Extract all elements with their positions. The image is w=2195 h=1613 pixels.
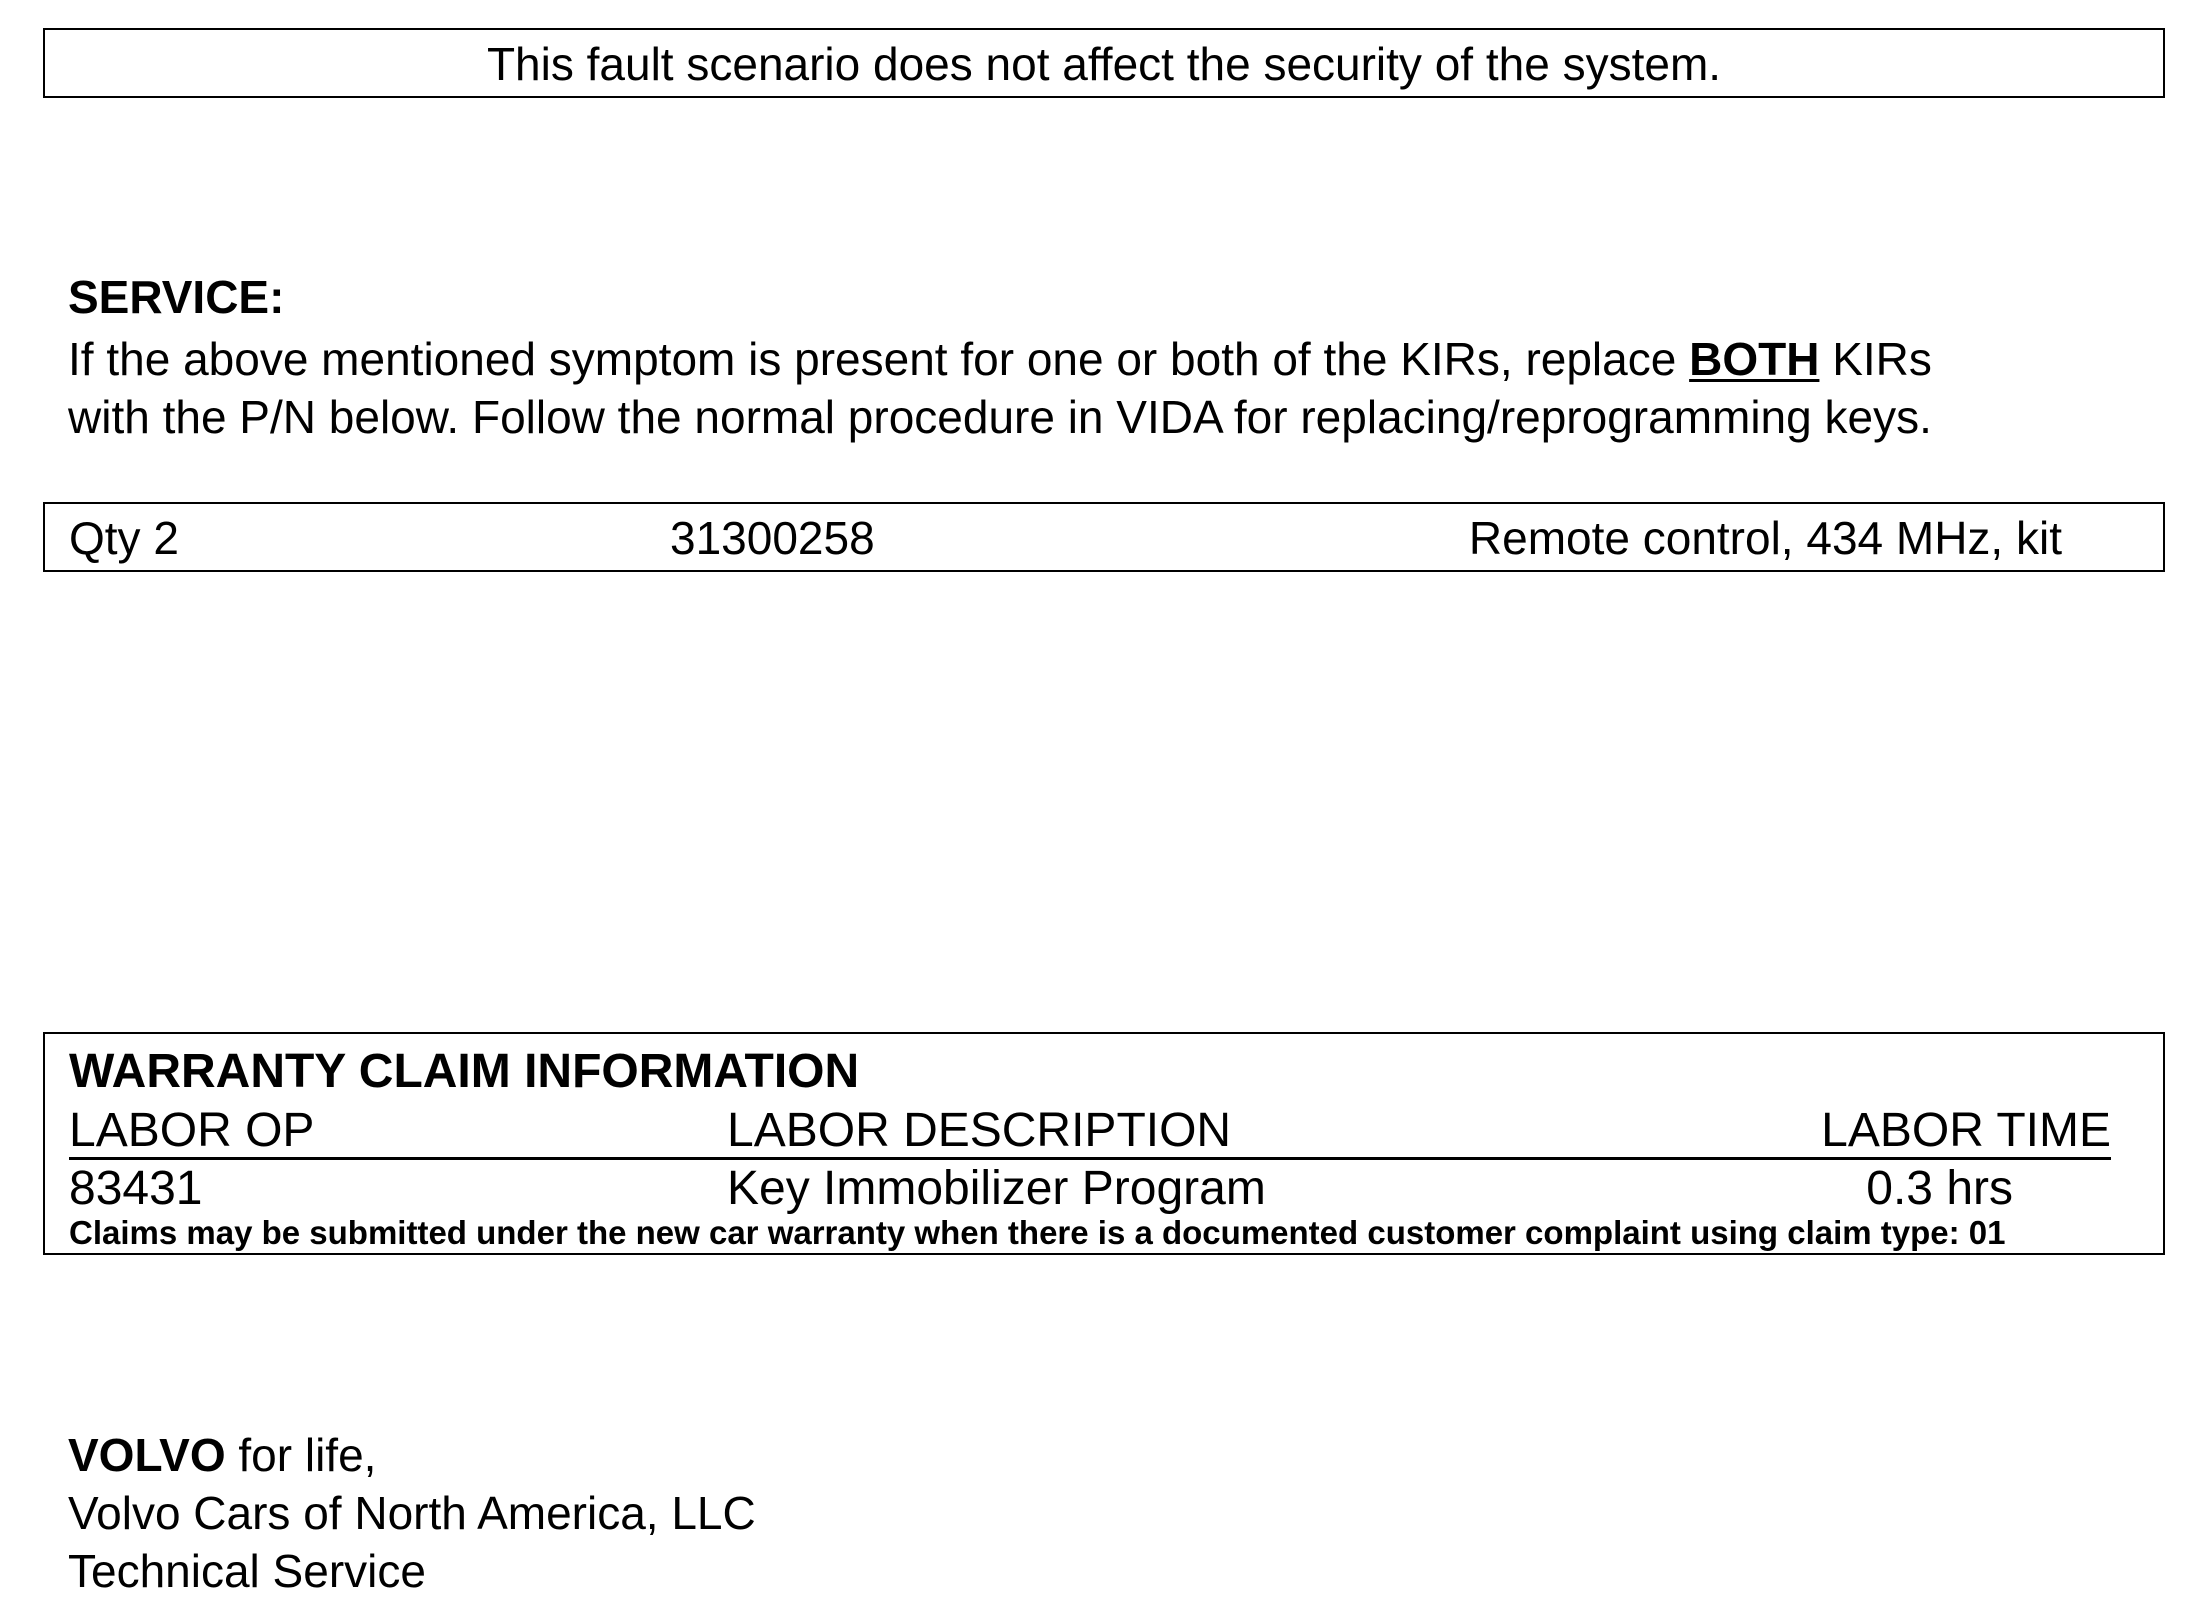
- header-labor-op: LABOR OP: [69, 1104, 315, 1157]
- service-line-1-end: KIRs: [1819, 333, 1932, 385]
- tagline-rest: for life,: [225, 1429, 377, 1481]
- warranty-claim-box: [43, 1032, 2165, 1255]
- service-line-2: with the P/N below. Follow the normal procedure in VIDA for replacing/reprogramming keys.: [68, 391, 1932, 443]
- labor-table-row: [69, 1162, 2111, 1218]
- signoff-tagline: [68, 1426, 756, 1484]
- parts-quantity: Qty 2: [69, 512, 179, 564]
- parts-description: Remote control, 434 MHz, kit: [1468, 512, 2062, 564]
- service-emphasis-both: BOTH: [1689, 333, 1820, 385]
- claims-note: Claims may be submitted under the new car warranty when there is a documented customer complaint using claim type: 01: [69, 1214, 2006, 1251]
- signoff-block: [68, 1426, 756, 1600]
- brand-name: VOLVO: [68, 1429, 226, 1481]
- header-labor-time: LABOR TIME: [1821, 1104, 2111, 1157]
- row-labor-description: Key Immobilizer Program: [727, 1162, 1266, 1215]
- company-name: Volvo Cars of North America, LLC: [68, 1487, 756, 1539]
- service-line-1: [68, 330, 1932, 388]
- parts-part-number: 31300258: [670, 512, 875, 564]
- header-labor-description: LABOR DESCRIPTION: [727, 1104, 1232, 1157]
- service-line-1-start: If the above mentioned symptom is present for one or both of the KIRs, replace: [68, 333, 1690, 385]
- department-name: Technical Service: [68, 1545, 426, 1597]
- row-labor-time: 0.3 hrs: [1866, 1162, 2013, 1215]
- service-instructions: [68, 330, 1932, 446]
- row-labor-op: 83431: [69, 1162, 203, 1215]
- security-notice-text: This fault scenario does not affect the security of the system.: [486, 38, 1722, 90]
- service-heading: SERVICE:: [68, 271, 285, 323]
- warranty-title: WARRANTY CLAIM INFORMATION: [69, 1045, 860, 1098]
- security-notice-box: [43, 28, 2165, 98]
- parts-row-box: [43, 502, 2165, 572]
- labor-table-header: [69, 1104, 2111, 1160]
